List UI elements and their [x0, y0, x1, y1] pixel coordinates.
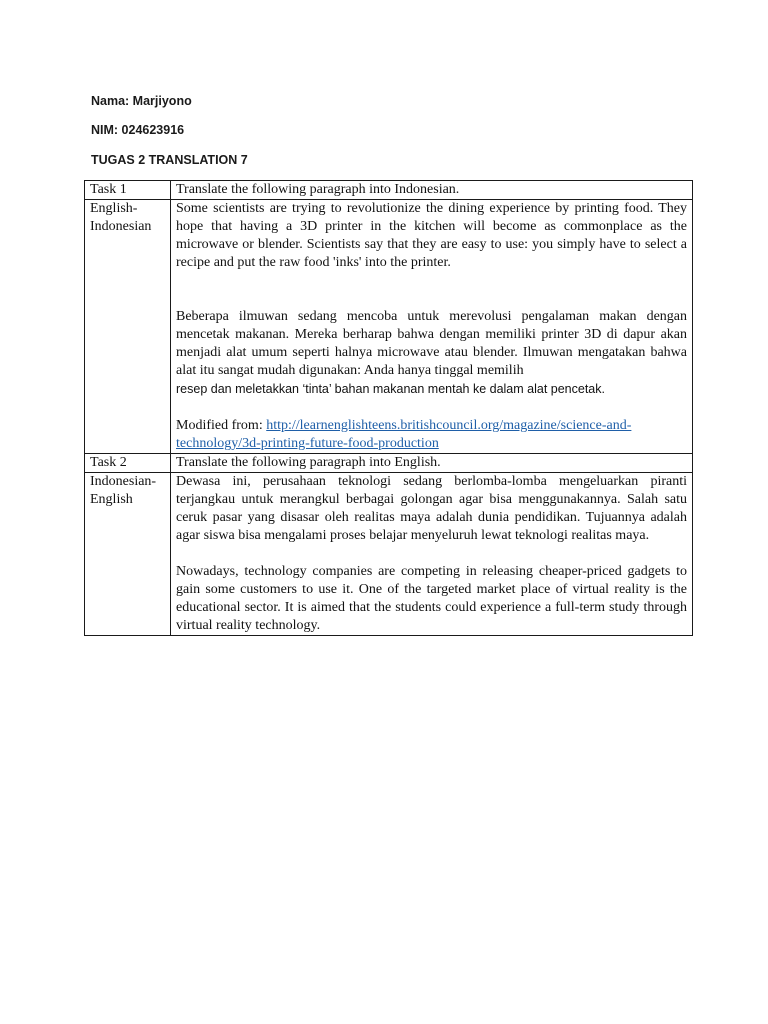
language-pair-label: Indonesian-English — [85, 473, 171, 636]
table-row — [85, 181, 693, 200]
translation-last-line: resep dan meletakkan ‘tinta’ bahan makanan mentah ke dalam alat pencetak. — [176, 382, 605, 396]
source-link[interactable]: http://learnenglishteens.britishcouncil.org/magazine/science-and-technology/3d-printing-future-food-production — [176, 418, 632, 451]
student-name: Nama: Marjiyono — [91, 94, 192, 108]
task-content — [171, 200, 693, 454]
assignment-title: TUGAS 2 TRANSLATION 7 — [91, 153, 248, 167]
paragraph-spacer — [176, 272, 687, 308]
student-nim: NIM: 024623916 — [91, 123, 185, 137]
paragraph-spacer — [176, 399, 687, 417]
translation-text: Beberapa ilmuwan sedang mencoba untuk merevolusi pengalaman makan dengan mencetak makanan. Mereka berharap bahwa dengan memiliki printer 3D di dapur akan menjadi alat umum seperti halnya microwave atau blender. Ilmuwan mengatakan bahwa alat itu sangat mudah digunakan: Anda hanya tinggal memilih — [176, 309, 687, 378]
source-paragraph: Dewasa ini, perusahaan teknologi sedang berlomba-lomba mengeluarkan piranti terjangkau untuk merangkul berbagai golongan agar bisa menggunakannya. Salah satu ceruk pasar yang disasar oleh realitas maya adalah dunia pendidikan. Tujuannya adalah agar siswa bisa mengalami proses belajar menyeluruh lewat teknologi realitas maya. — [176, 474, 687, 543]
task-content — [171, 473, 693, 636]
task-instruction: Translate the following paragraph into English. — [171, 454, 693, 473]
paragraph-spacer — [176, 545, 687, 563]
table-row — [85, 200, 693, 454]
task-label: Task 1 — [85, 181, 171, 200]
table-row — [85, 473, 693, 636]
table-row — [85, 454, 693, 473]
translation-table — [84, 180, 693, 636]
task-instruction: Translate the following paragraph into Indonesian. — [171, 181, 693, 200]
language-pair-label: English-Indonesian — [85, 200, 171, 454]
source-paragraph: Some scientists are trying to revolutionize the dining experience by printing food. They hope that having a 3D printer in the kitchen will become as commonplace as the microwave or blender. Scientists say that they are easy to use: you simply have to select a recipe and put the raw food 'inks' into the printer. — [176, 201, 687, 270]
modified-from-label: Modified from: — [176, 418, 263, 433]
translation-paragraph: Nowadays, technology companies are competing in releasing cheaper-priced gadgets to gain some customers to use it. One of the targeted market place of virtual reality is the educational sector. It is aimed that the students could experience a full-term study through virtual reality technology. — [176, 564, 687, 633]
translation-paragraph — [176, 308, 687, 399]
task-label: Task 2 — [85, 454, 171, 473]
source-reference — [176, 417, 687, 453]
